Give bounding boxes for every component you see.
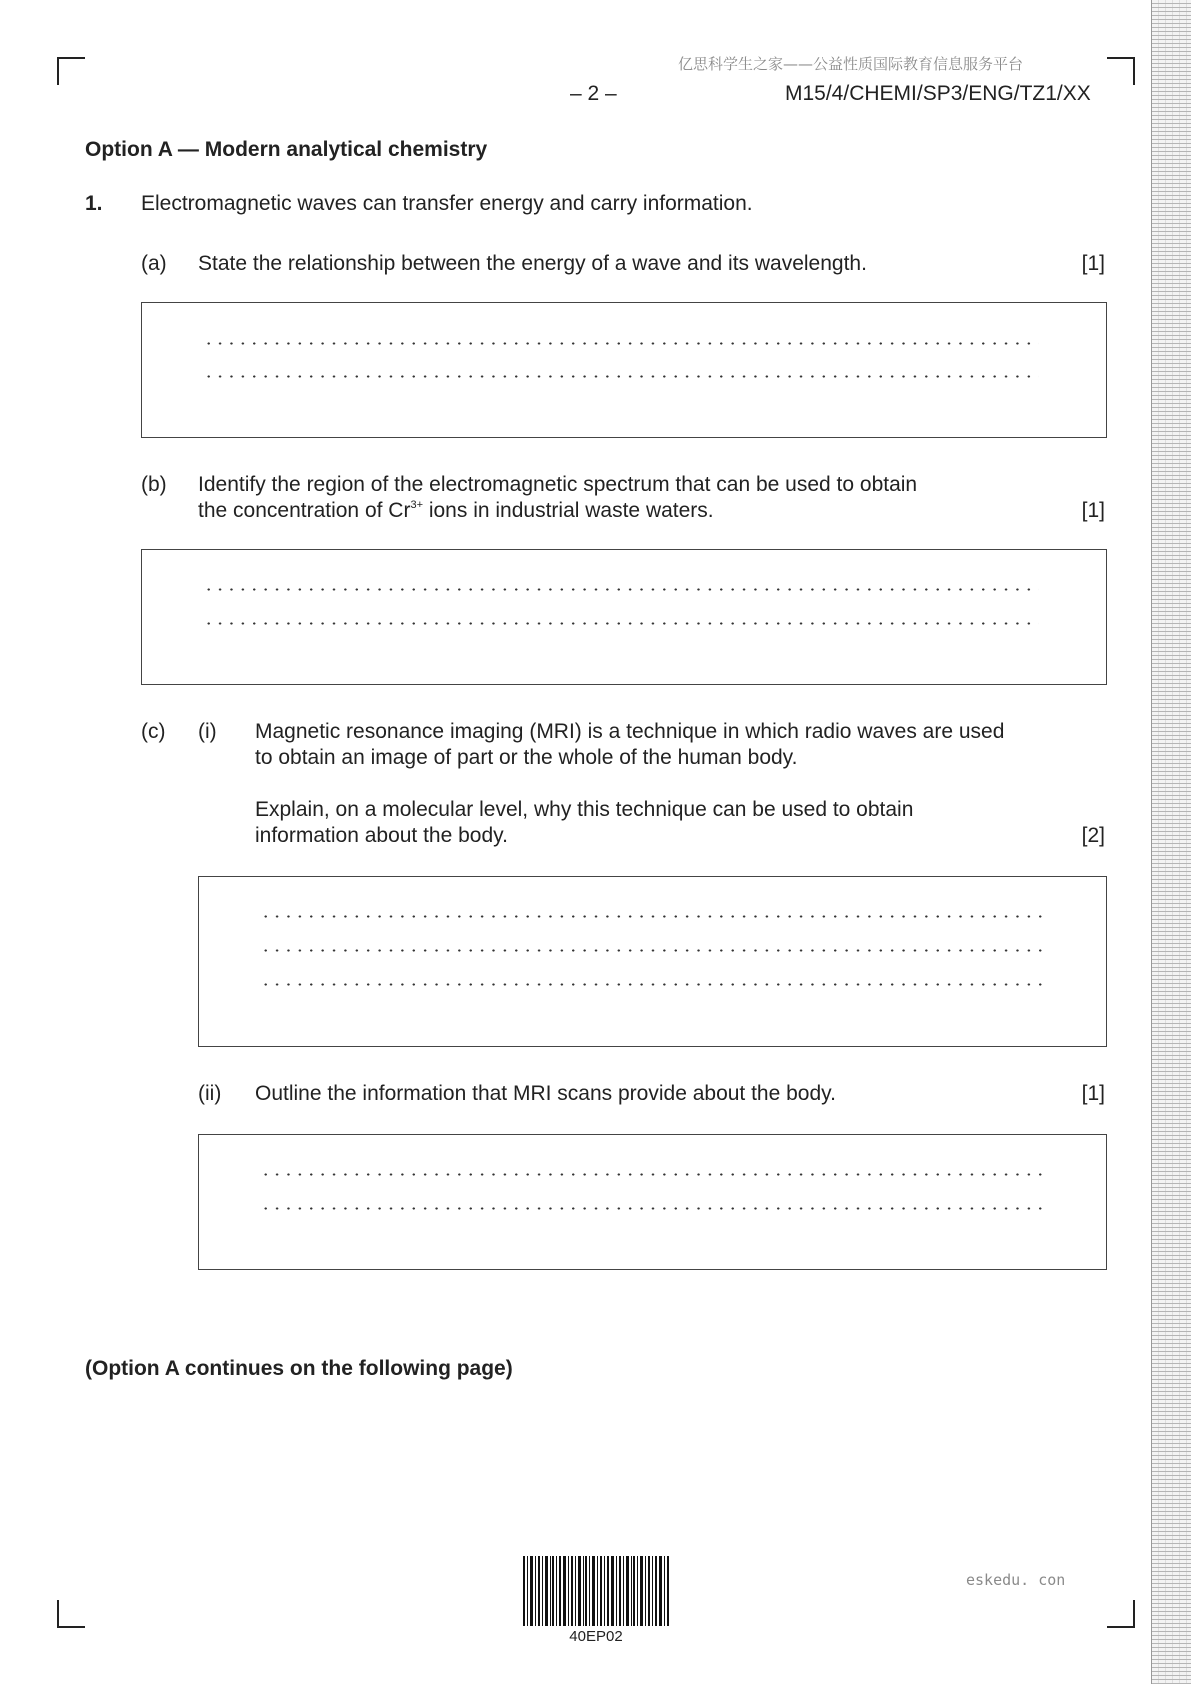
part-b-line-2 [198,498,714,524]
answer-line [203,588,1039,591]
part-b-line-2-start: the concentration of Cr [198,499,411,522]
answer-line [260,1207,1049,1210]
part-c-i-line-3: Explain, on a molecular level, why this technique can be used to obtain [255,798,914,821]
answer-line [260,983,1049,986]
side-margin-strip [1151,0,1191,1684]
crop-mark-bottom-left [57,1600,85,1628]
part-c-label: (c) [141,720,166,743]
answer-line [260,915,1049,918]
crop-mark-top-left [57,57,85,85]
header-watermark: 亿思科学生之家——公益性质国际教育信息服务平台 [678,55,1024,73]
part-b-marks: [1] [1081,499,1105,522]
paper-code: M15/4/CHEMI/SP3/ENG/TZ1/XX [785,82,1091,105]
part-b-line-2-end: ions in industrial waste waters. [423,499,714,522]
part-c-i-answer-box[interactable] [198,876,1107,1047]
part-c-ii-text: Outline the information that MRI scans provide about the body. [255,1082,836,1105]
part-a-marks: [1] [1081,252,1105,275]
part-c-ii-label: (ii) [198,1082,222,1105]
crop-mark-bottom-right [1107,1600,1135,1628]
part-c-i-label: (i) [198,720,217,743]
barcode-label: 40EP02 [569,1628,623,1645]
part-a-text: State the relationship between the energy of a wave and its wavelength. [198,252,867,275]
part-c-i-marks: [2] [1081,824,1105,847]
barcode [523,1556,669,1626]
part-c-i-line-4: information about the body. [255,824,508,847]
part-a-answer-box[interactable] [141,302,1107,438]
answer-line [260,1173,1049,1176]
part-c-i-line-1: Magnetic resonance imaging (MRI) is a technique in which radio waves are used [255,720,1005,743]
answer-line [203,375,1039,378]
answer-line [203,622,1039,625]
part-c-i-line-2: to obtain an image of part or the whole of the human body. [255,746,798,769]
part-c-ii-marks: [1] [1081,1082,1105,1105]
part-c-ii-answer-box[interactable] [198,1134,1107,1270]
page-number: – 2 – [570,82,617,105]
crop-mark-top-right [1107,57,1135,85]
answer-line [203,342,1039,345]
section-title: Option A — Modern analytical chemistry [85,138,488,161]
answer-line [260,949,1049,952]
site-watermark: eskedu. con [966,1571,1066,1589]
part-a-label: (a) [141,252,167,275]
question-stem: Electromagnetic waves can transfer energy and carry information. [141,192,753,215]
part-b-label: (b) [141,473,167,496]
part-b-answer-box[interactable] [141,549,1107,685]
part-b-line-1: Identify the region of the electromagnetic spectrum that can be used to obtain [198,473,918,496]
continuation-note: (Option A continues on the following page) [85,1357,513,1380]
question-number: 1. [85,192,103,215]
chromium-charge-superscript: 3+ [410,499,423,511]
